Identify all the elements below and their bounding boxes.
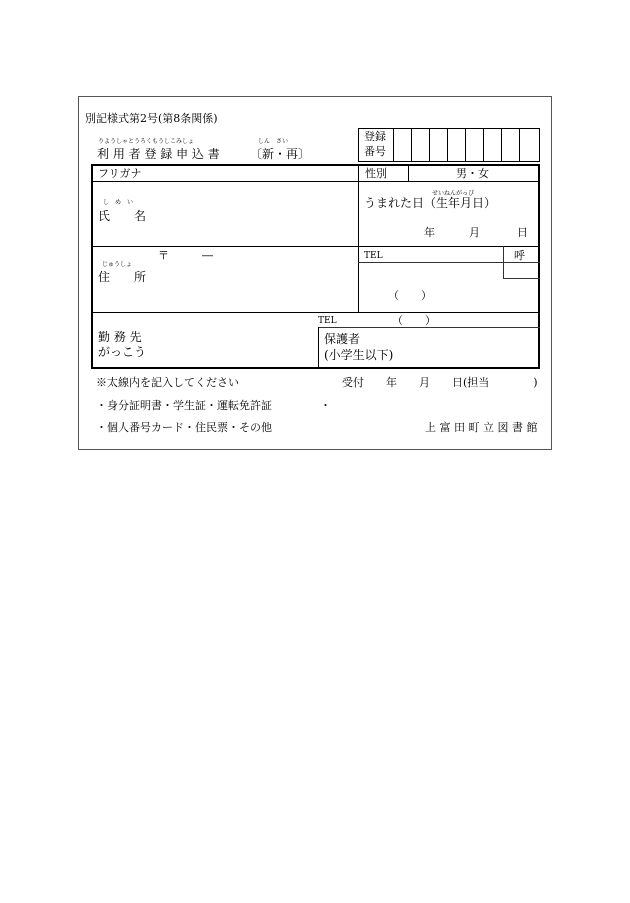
guardian-note: (小学生以下) — [324, 348, 394, 362]
address-ruby: じゅうしょ — [102, 261, 133, 268]
tel-label: TEL — [364, 251, 383, 261]
name-ruby: し め い — [103, 199, 134, 206]
guardian-label: 保護者 — [324, 332, 361, 346]
furigana-label: フリガナ — [98, 167, 142, 180]
form-title: 利 用 者 登 録 申 込 書 — [97, 147, 220, 161]
id-docs-line-2: ・個人番号カード・住民票・その他 — [96, 421, 272, 434]
form-label: 別記様式第2号(第8条関係) — [85, 112, 218, 125]
name-label: 氏 名 — [98, 209, 147, 223]
library-name: 上 富 田 町 立 図 書 館 — [425, 421, 538, 434]
type-ruby: しん さい — [258, 138, 289, 145]
work-tel-label: TEL — [318, 316, 337, 326]
birth-label: うまれた日 — [364, 196, 425, 210]
day-label: 日 — [517, 226, 528, 239]
school-label: がっこう — [98, 345, 147, 359]
gender-options[interactable]: 男・女 — [456, 167, 489, 180]
birth-ruby: せいねんがっぴ — [432, 190, 475, 197]
reg-label-1: 登録 — [364, 130, 386, 143]
work-tel-paren: （ ） — [392, 314, 436, 327]
year-label: 年 — [424, 226, 435, 239]
reg-label-2: 番号 — [364, 145, 386, 158]
call-label: 呼 — [514, 249, 525, 262]
id-docs-line: ・身分証明書・学生証・運転免許証 — [96, 399, 272, 412]
tel-paren: （ ） — [388, 289, 432, 302]
birth-paren: （生年月日） — [424, 196, 497, 210]
title-ruby: りようしゃとうろくもうしこみしょ — [98, 138, 195, 145]
address-label: 住 所 — [98, 270, 147, 284]
dot-mark: ・ — [320, 399, 331, 412]
received-line: 受付 年 月 日(担当 ) — [342, 376, 538, 389]
postal-mark: 〒 — [158, 249, 169, 262]
postal-dash: ― — [202, 249, 213, 262]
instruction-note: ※太線内を記入してください — [96, 376, 239, 389]
work-label: 勤 務 先 — [98, 330, 142, 344]
month-label: 月 — [469, 226, 480, 239]
form-type: 〔新・再〕 — [250, 147, 311, 161]
gender-label: 性別 — [365, 167, 387, 180]
